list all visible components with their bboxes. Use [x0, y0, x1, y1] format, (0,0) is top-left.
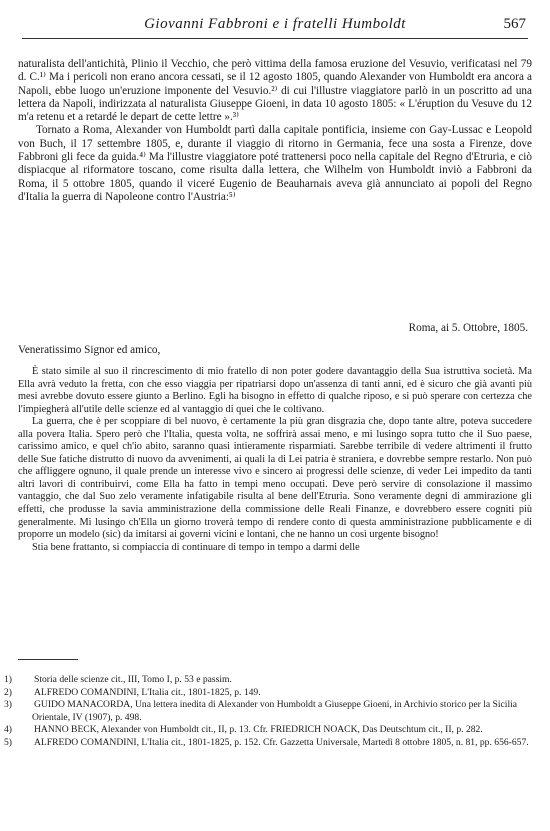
footnote-text: ALFREDO COMANDINI, L'Italia cit., 1801-1825, p. 152. Cfr. Gazzetta Universale, Martedì 8 ottobre 1805, n. 81, pp. 656-657. [34, 736, 529, 748]
footnote-text: Storia delle scienze cit., III, Tomo I, p. 53 e passim. [34, 674, 232, 685]
letter-paragraph-3: Stia bene frattanto, si compiaccia di continuare di tempo in tempo a darmi delle [32, 541, 360, 553]
footnote-4 [4, 724, 532, 737]
body-paragraph-1: naturalista dell'antichità, Plinio il Vecchio, che però vittima della famosa eruzione del Vesuvio, verificatasi nel 79 d. C.¹⁾ Ma i pericoli non erano ancora cessati, se il 12 agosto 1805, quando Alexander von Humboldt era ancora a Napoli, ebbe luogo un'eruzione imponente del Vesuvio.²⁾ di cui l'illustre viaggiatore parlò in un poscritto ad una lettera da Napoli, indirizzata al naturalista Giuseppe Gioeni, in data 10 agosto 1805: « L'éruption du Vesuve du 12 m'a retenu et a retardé le depart de cette lettre ».³⁾ [18, 58, 532, 124]
footnote-text: HANNO BECK, Alexander von Humboldt cit., II, p. 13. Cfr. FRIEDRICH NOACK, Das Deutschtum cit., II, p. 282. [34, 724, 483, 735]
letter-salutation: Veneratissimo Signor ed amico, [18, 344, 161, 356]
letter-text [18, 366, 532, 554]
footnote-5 [4, 736, 532, 750]
running-title: Giovanni Fabbroni e i fratelli Humboldt [144, 16, 406, 32]
footnote-number: 2) [4, 686, 12, 698]
letter-paragraph-1: È stato simile al suo il rincrescimento di mio fratello di non poter godere davantaggio della Sua istruttiva società. Ma Ella avrà veduto la fretta, con che esso viaggia per ripatriarsi dopo un'assenza di tanti anni, ed è sicuro che già avanti più mesi avrebbe dovuto essere giunto a Berlino. Egli ha bisogno in effetto di qualche riposo, e si può sperare con certezza che l'impiegherà all'utile delle scienze ed al vantaggio di quei che le coltivano. [18, 366, 532, 415]
footnote-number: 4) [4, 724, 12, 735]
letter-date: Roma, ai 5. Ottobre, 1805. [408, 322, 528, 334]
letter-paragraph-2: La guerra, che è per scoppiare di bel nuovo, è certamente la più gran disgrazia che, dopo tante altre, poteva succedere alla povera Italia. Spero però che l'Italia, questa volta, ne soffrirà assai meno, e mi lusingo sopra tutto che il Suo paese, carissimo amico, e quel ch'io abito, saranno quasi intieramente risparmiati. Sarebbe terribile di vedere altrimenti il frutto delle Sue fatiche distrutto di nuovo da avvenimenti, ai quali la di Lei patria è straniera, e dovrebbe sempre restarlo. Non può che affliggere ognuno, il quale prende un interesse vivo e sincero ai progressi delle scienze, di veder Lei impedito da tanti altri lavori di contribuirvi, come Ella ha fatto in tempi meno occupati. Deve però servire di consolazione il massimo vantaggio, che dal Suo zelo veramente infatigabile risulta al bene dell'Etruria. Sono veramente degni di ammirazione gli effetti, che produsse la savia amministrazione della commissione delle Reali Finanze, e dovrebbero essere cogniti più generalmente. Mi lusingo ch'Ella un giorno troverà tempo di rendere conto di questa amministrazione pubblicamente e di proporre un modelo (sic) da imitarsi ai governi vicini e lontani, che ne hanno un così urgente bisogno! [18, 416, 532, 541]
page-number: 567 [503, 16, 526, 32]
footnote-number: 5) [4, 736, 12, 748]
footnote-number: 3) [4, 699, 12, 710]
footnote-text: ALFREDO COMANDINI, L'Italia cit., 1801-1825, p. 149. [34, 686, 261, 698]
running-header [22, 16, 528, 39]
footnote-3 [4, 699, 532, 724]
main-text [18, 58, 532, 204]
footnotes [4, 674, 532, 749]
footnote-text: GUIDO MANACORDA, Una lettera inedita di Alexander von Humboldt a Giuseppe Gioeni, in Archivio storico per la Sicilia Orientale, IV (1907), p. 498. [32, 699, 518, 723]
footnote-number: 1) [4, 674, 12, 685]
footnote-1 [4, 674, 532, 687]
footnote-2 [4, 686, 532, 700]
footnote-divider [18, 659, 78, 660]
body-paragraph-2: Tornato a Roma, Alexander von Humboldt partì dalla capitale pontificia, insieme con Gay-Lussac e Leopold von Buch, il 17 settembre 1805, e, durante il viaggio di ritorno in Germania, fece una sosta a Firenze, dove Fabbroni gli fece da guida.⁴⁾ Ma l'illustre viaggiatore poté trattenersi poco nella capitale del Regno d'Etruria, e ciò dispiacque al riformatore toscano, come risulta dalla lettera, che Wilhelm von Humboldt inviò a Fabbroni da Roma, il 5 ottobre 1805, quando il viceré Eugenio de Beauharnais aveva già annunciato ai popoli del Regno d'Italia la guerra di Napoleone contro l'Austria:⁵⁾ [18, 124, 532, 203]
